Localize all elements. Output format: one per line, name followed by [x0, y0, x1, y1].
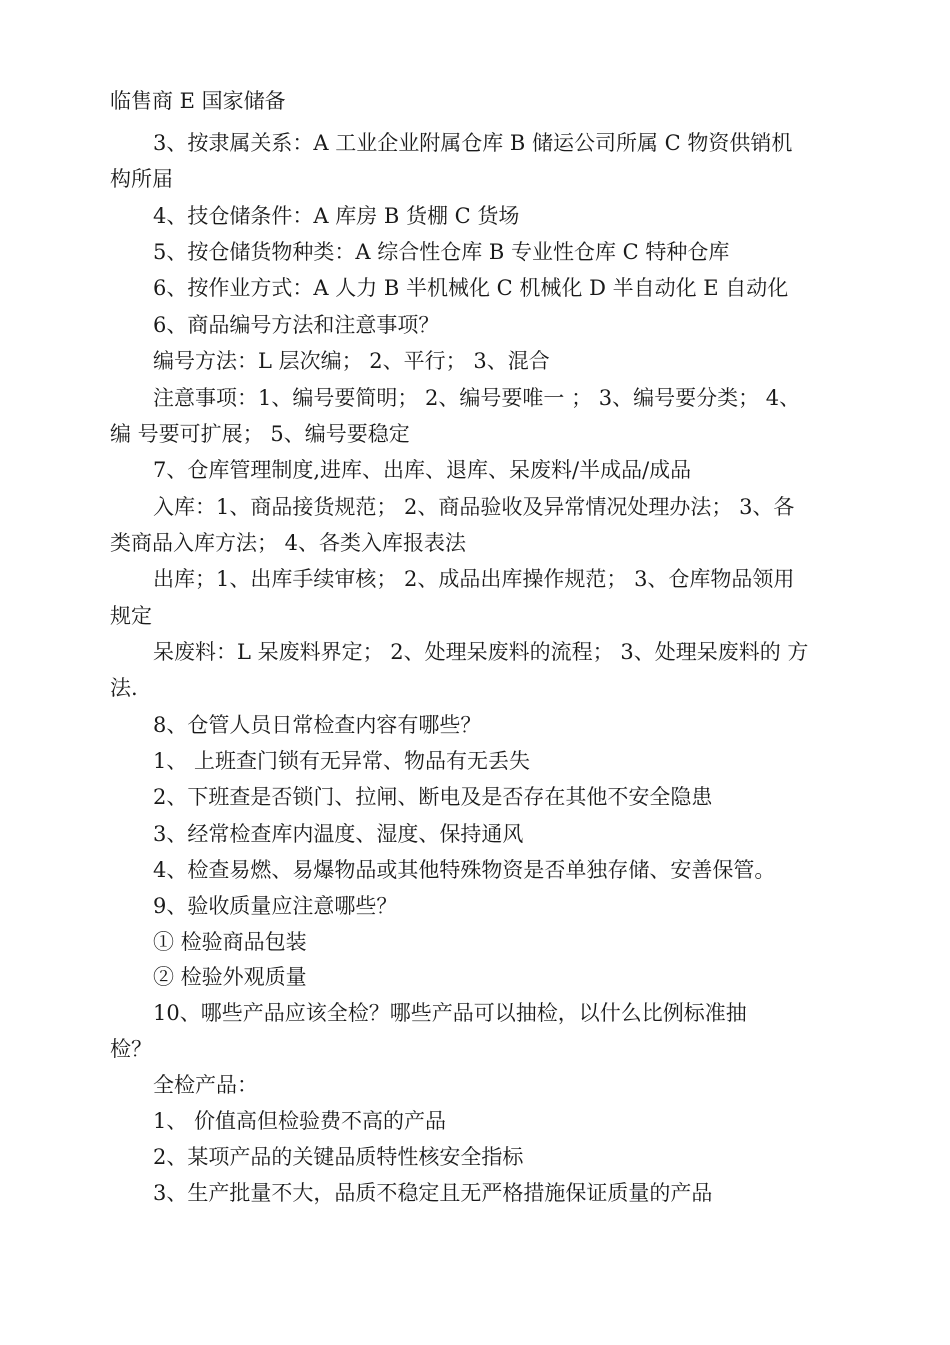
text-line: ① 检验商品包装: [153, 930, 307, 954]
text-line: 注意事项：1、编号要简明； 2、编号要唯一 ； 3、编号要分类； 4、: [153, 386, 801, 410]
text-line: 呆废料：L 呆废料界定； 2、处理呆废料的流程； 3、处理呆废料的 方: [153, 640, 809, 664]
text-line: 1、 价值高但检验费不高的产品: [153, 1109, 447, 1133]
text-line: 2、某项产品的关键品质特性核安全指标: [153, 1145, 524, 1169]
text-line: 3、经常检查库内温度、湿度、保持通风: [153, 822, 524, 846]
text-line: 3、按隶属关系：A 工业企业附属仓库 B 储运公司所属 C 物资供销机: [153, 131, 793, 155]
text-line: 1、 上班查门锁有无异常、物品有无丢失: [153, 749, 531, 773]
text-line: 全检产品：: [153, 1073, 258, 1097]
text-line: 2、下班查是否锁门、拉闸、断电及是否存在其他不安全隐患: [153, 785, 713, 809]
text-line: 7、仓库管理制度,进库、出库、退库、呆废料/半成品/成品: [153, 458, 692, 482]
text-line: 类商品入库方法； 4、各类入库报表法: [110, 531, 467, 555]
text-line: 4、检查易燃、易爆物品或其他特殊物资是否单独存储、安善保管。: [153, 858, 776, 882]
text-line: 6、按作业方式：A 人力 B 半机械化 C 机械化 D 半自动化 E 自动化: [153, 276, 789, 300]
text-line: 4、技仓储条件：A 库房 B 货棚 C 货场: [153, 204, 520, 228]
text-line: 规定: [110, 604, 152, 628]
text-line: 法.: [110, 676, 138, 700]
text-line: 入库：1、商品接货规范； 2、商品验收及异常情况处理办法； 3、各: [153, 495, 795, 519]
text-line: 临售商 E 国家储备: [110, 89, 286, 113]
text-line: 检？: [110, 1037, 152, 1061]
text-line: 6、商品编号方法和注意事项？: [153, 313, 440, 337]
text-line: 编号方法：L 层次编； 2、平行； 3、混合: [153, 349, 550, 373]
text-line: 出库；1、出库手续审核； 2、成品出库操作规范； 3、仓库物品领用: [153, 567, 795, 591]
text-line: ② 检验外观质量: [153, 965, 307, 989]
text-line: 3、生产批量不大，品质不稳定且无严格措施保证质量的产品: [153, 1181, 713, 1205]
text-line: 8、仓管人员日常检查内容有哪些？: [153, 713, 482, 737]
text-line: 编 号要可扩展； 5、编号要稳定: [110, 422, 410, 446]
text-line: 9、验收质量应注意哪些？: [153, 894, 398, 918]
text-line: 构所届: [110, 167, 173, 191]
text-line: 10、哪些产品应该全检？哪些产品可以抽检，以什么比例标准抽: [153, 1001, 747, 1025]
text-line: 5、按仓储货物种类：A 综合性仓库 B 专业性仓库 C 特种仓库: [153, 240, 730, 264]
